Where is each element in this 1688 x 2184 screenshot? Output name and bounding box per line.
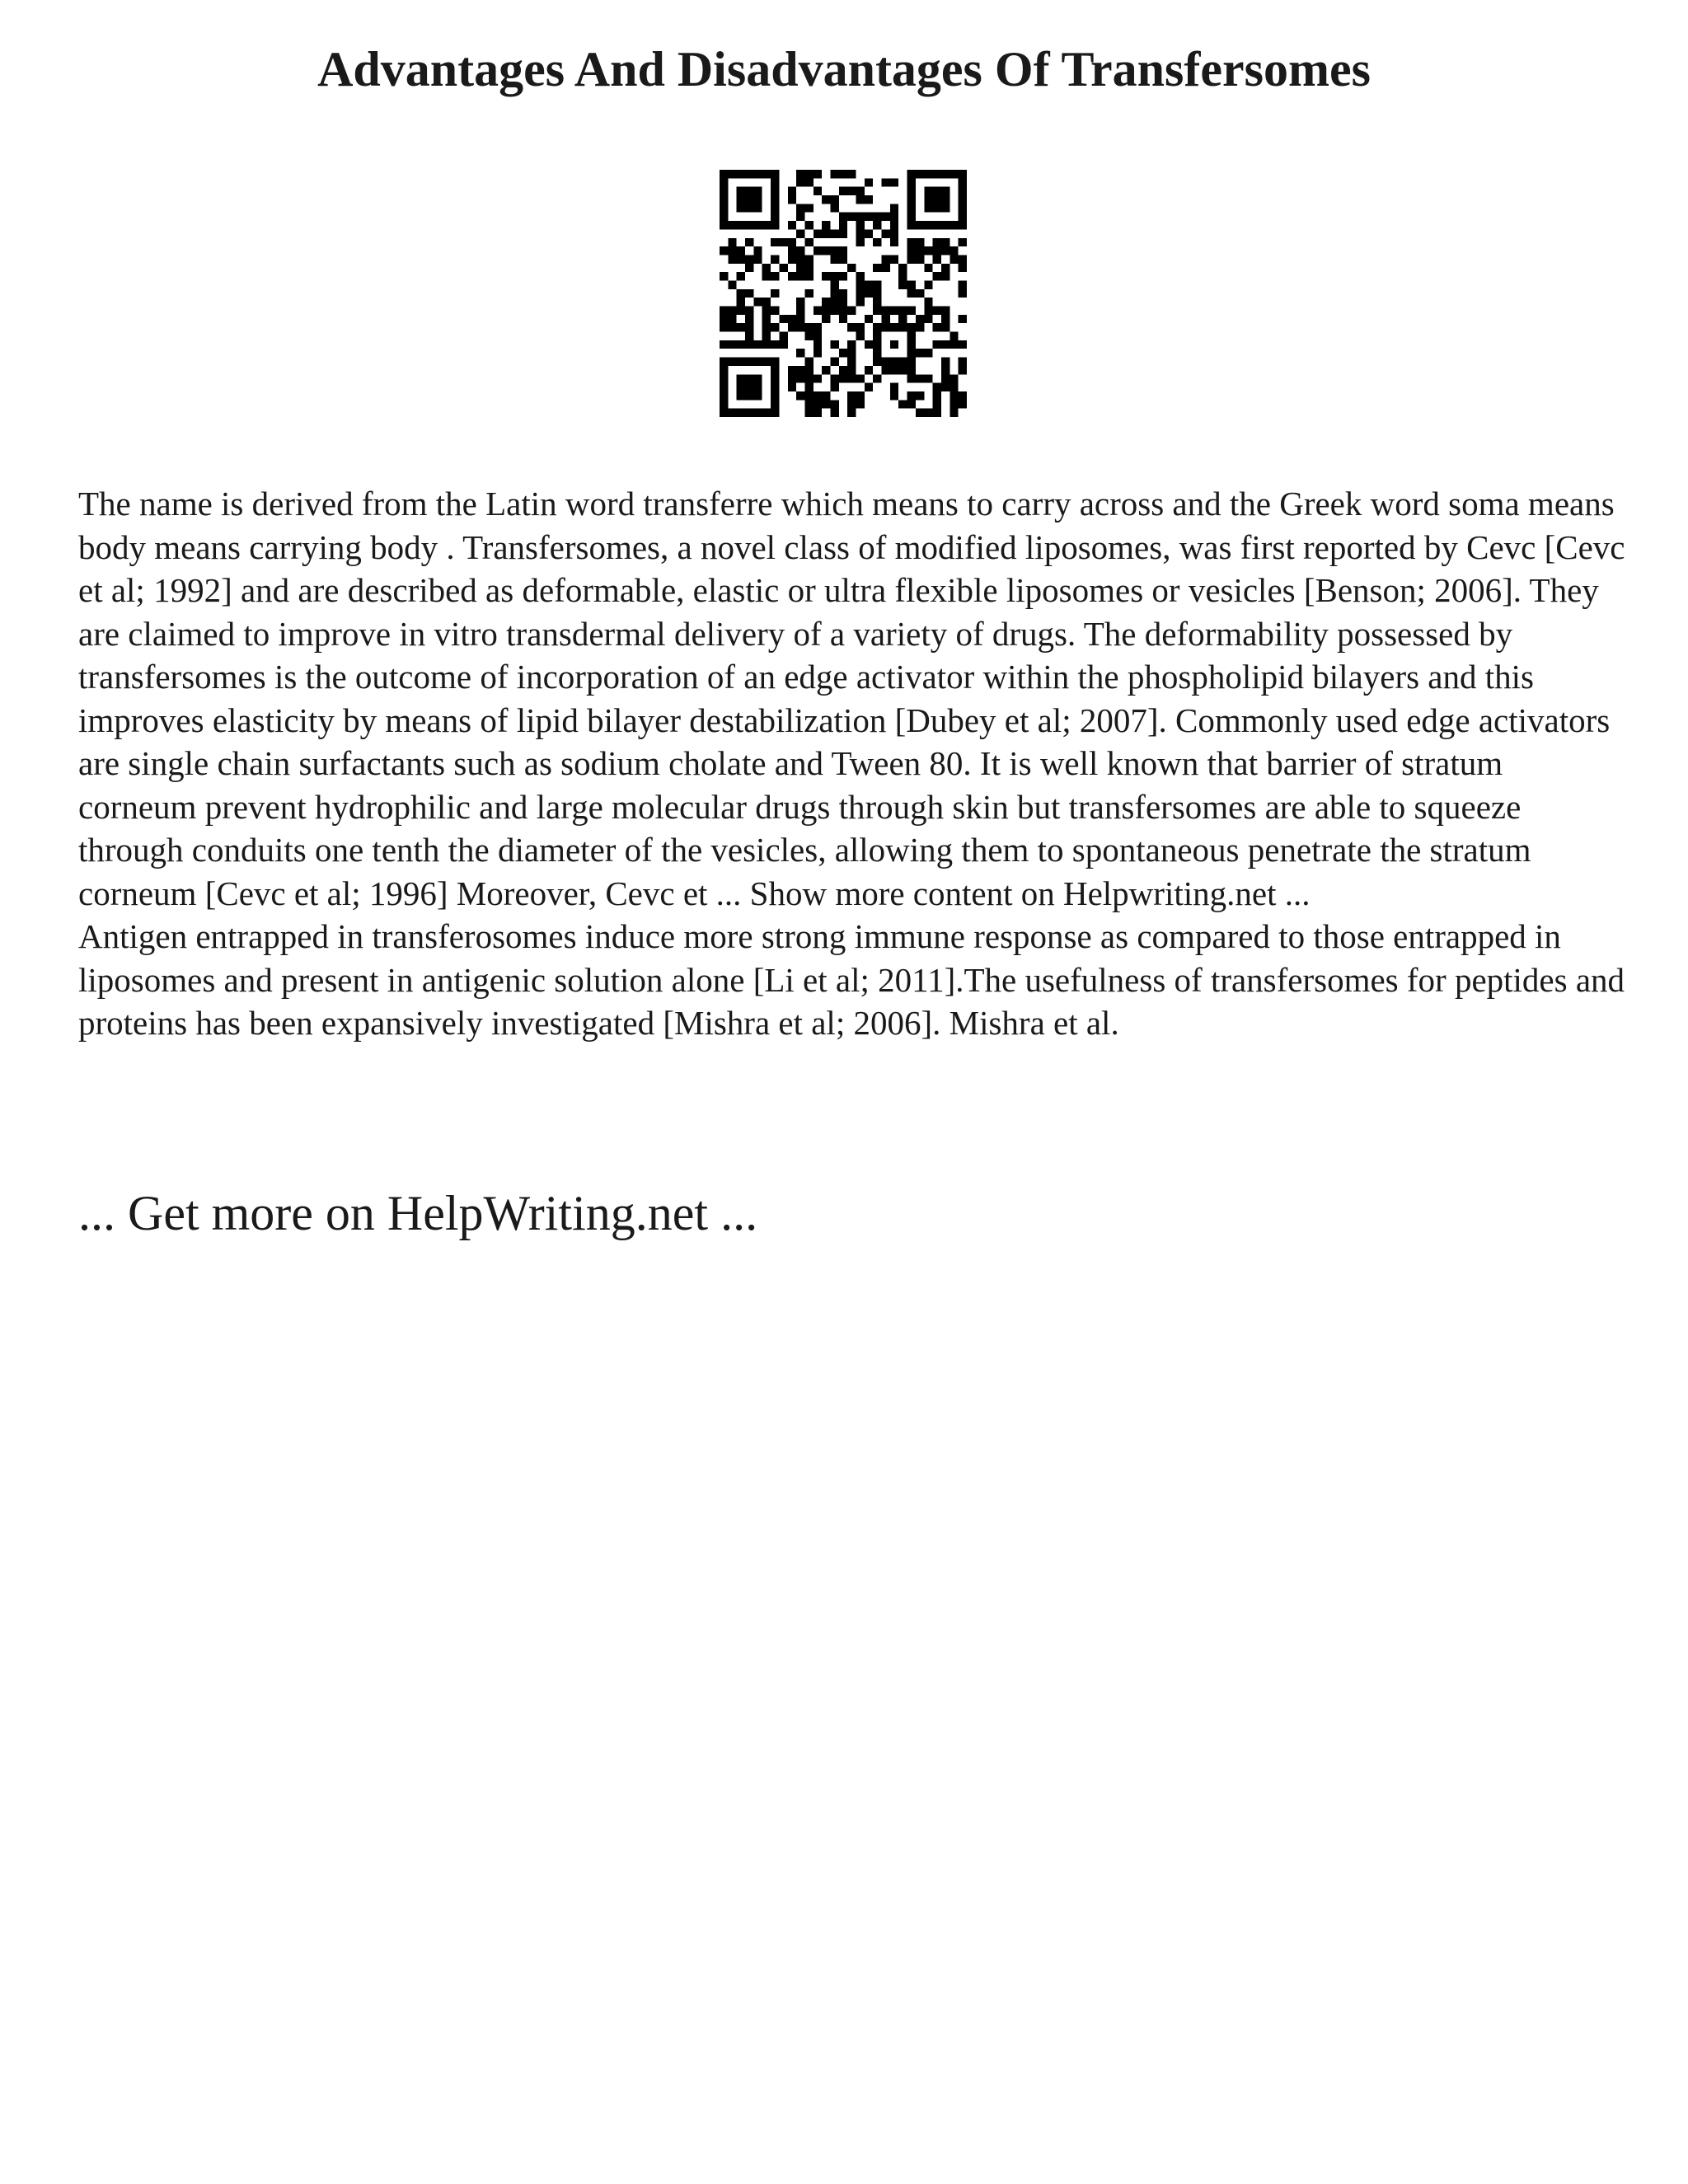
- get-more-link[interactable]: ... Get more on HelpWriting.net ...: [78, 1186, 758, 1240]
- paragraph: The name is derived from the Latin word transferre which means to carry across and the Greek word soma means body means carrying body . Transfersomes, a novel class of modified liposomes, was first reported by Cevc [Cevc et al; 1992] and are described as deformable, elastic or ultra flexible liposomes or vesicles [Benson; 2006]. They are claimed to improve in vitro transdermal delivery of a variety of drugs. The deformability possessed by transfersomes is the outcome of incorporation of an edge activator within the phospholipid bilayers and this improves elasticity by means of lipid bilayer destabilization [Dubey et al; 2007]. Commonly used edge activators are single chain surfactants such as sodium cholate and Tween 80. It is well known that barrier of stratum corneum prevent hydrophilic and large molecular drugs through skin but transfersomes are able to squeeze through conduits one tenth the diameter of the vesicles, allowing them to spontaneous penetrate the stratum corneum [Cevc et al; 1996] Moreover, Cevc et ... Show more content on Helpwriting.net ...: [78, 485, 1625, 912]
- paragraph: Antigen entrapped in transferosomes induce more strong immune response as compared to those entrapped in liposomes and present in antigenic solution alone [Li et al; 2011].The usefulness of transfersomes for peptides and proteins has been expansively investigated [Mishra et al; 2006]. Mishra et al.: [78, 917, 1625, 1042]
- article-body: [78, 482, 1628, 1045]
- document-title: Advantages And Disadvantages Of Transfersomes: [317, 42, 1371, 96]
- qr-code-icon: [720, 170, 967, 417]
